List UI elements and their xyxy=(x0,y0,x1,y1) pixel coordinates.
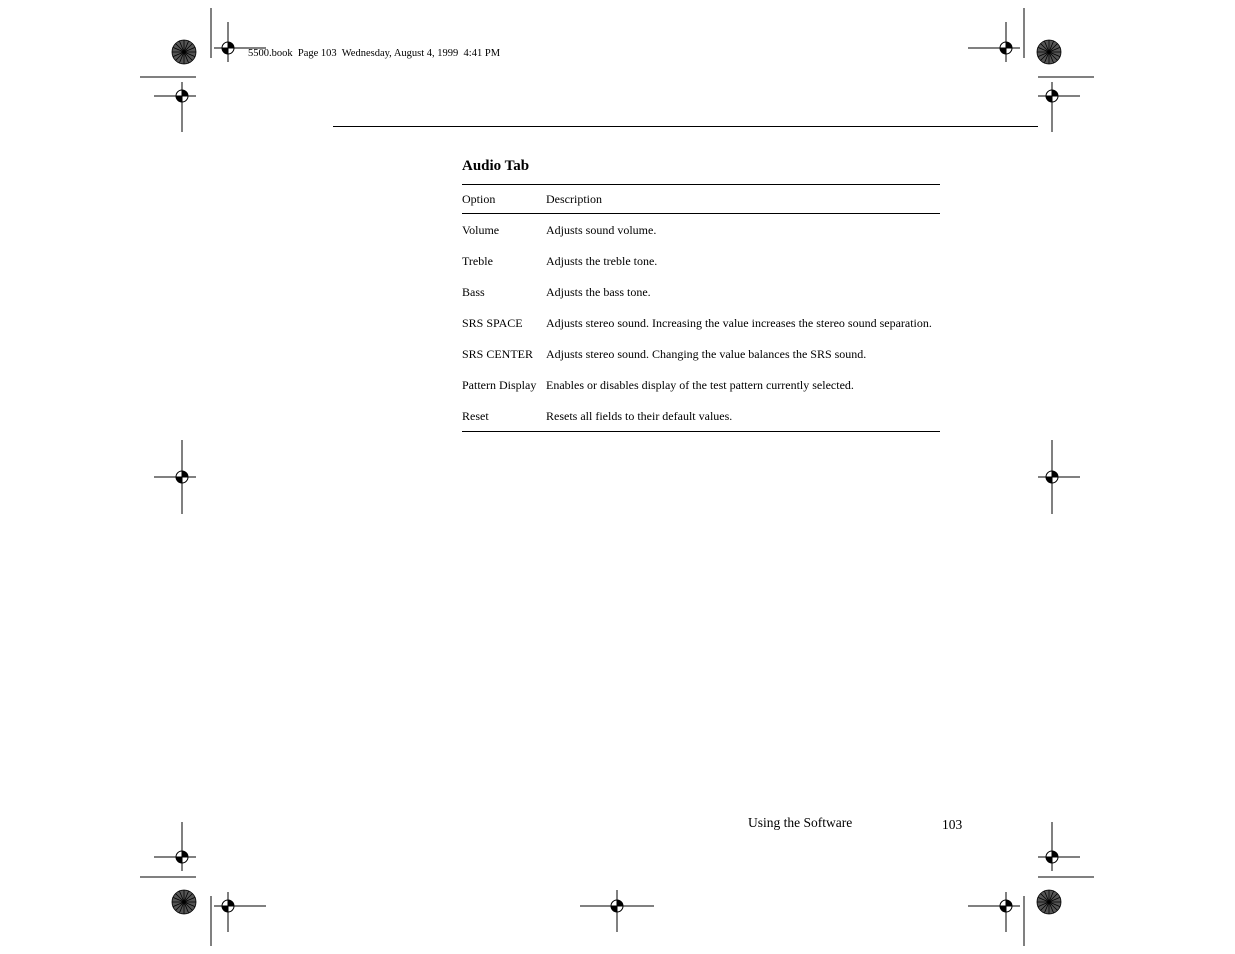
table-row xyxy=(462,269,940,300)
table-header-row xyxy=(462,185,940,214)
table-row xyxy=(462,214,940,239)
table-row xyxy=(462,393,940,432)
option-name: Reset xyxy=(462,409,489,423)
option-name: Pattern Display xyxy=(462,378,537,392)
table-row xyxy=(462,300,940,331)
print-slug: 5500.book Page 103 Wednesday, August 4, 1999 4:41 PM xyxy=(248,48,501,59)
crop-mark-top-left xyxy=(140,8,211,77)
option-description: Adjusts the bass tone. xyxy=(546,285,651,299)
audio-options-table xyxy=(462,184,940,432)
option-name: SRS SPACE xyxy=(462,316,523,330)
crop-mark-bottom-left xyxy=(140,877,211,946)
crop-mark-bottom-right xyxy=(1024,877,1094,946)
table-row xyxy=(462,362,940,393)
option-description: Adjusts stereo sound. Increasing the value increases the stereo sound separation. xyxy=(546,316,932,330)
option-description: Resets all fields to their default values. xyxy=(546,409,733,423)
page-number: 103 xyxy=(942,817,963,832)
color-wheel-icon xyxy=(1037,40,1061,64)
footer-section-name: Using the Software xyxy=(748,815,853,830)
column-header-option: Option xyxy=(462,192,496,206)
color-wheel-icon xyxy=(1037,890,1061,914)
color-wheel-icon xyxy=(172,40,196,64)
table-row xyxy=(462,331,940,362)
option-description: Adjusts sound volume. xyxy=(546,223,657,237)
table-row xyxy=(462,238,940,269)
option-name: Treble xyxy=(462,254,493,268)
option-description: Enables or disables display of the test pattern currently selected. xyxy=(546,378,854,392)
section-title: Audio Tab xyxy=(462,158,530,174)
crop-mark-top-right xyxy=(1024,8,1094,77)
column-header-description: Description xyxy=(546,192,602,206)
option-name: SRS CENTER xyxy=(462,347,534,361)
header-rule xyxy=(333,126,1038,127)
option-name: Volume xyxy=(462,223,500,237)
color-wheel-icon xyxy=(172,890,196,914)
option-description: Adjusts the treble tone. xyxy=(546,254,658,268)
option-name: Bass xyxy=(462,285,485,299)
option-description: Adjusts stereo sound. Changing the value balances the SRS sound. xyxy=(546,347,867,361)
